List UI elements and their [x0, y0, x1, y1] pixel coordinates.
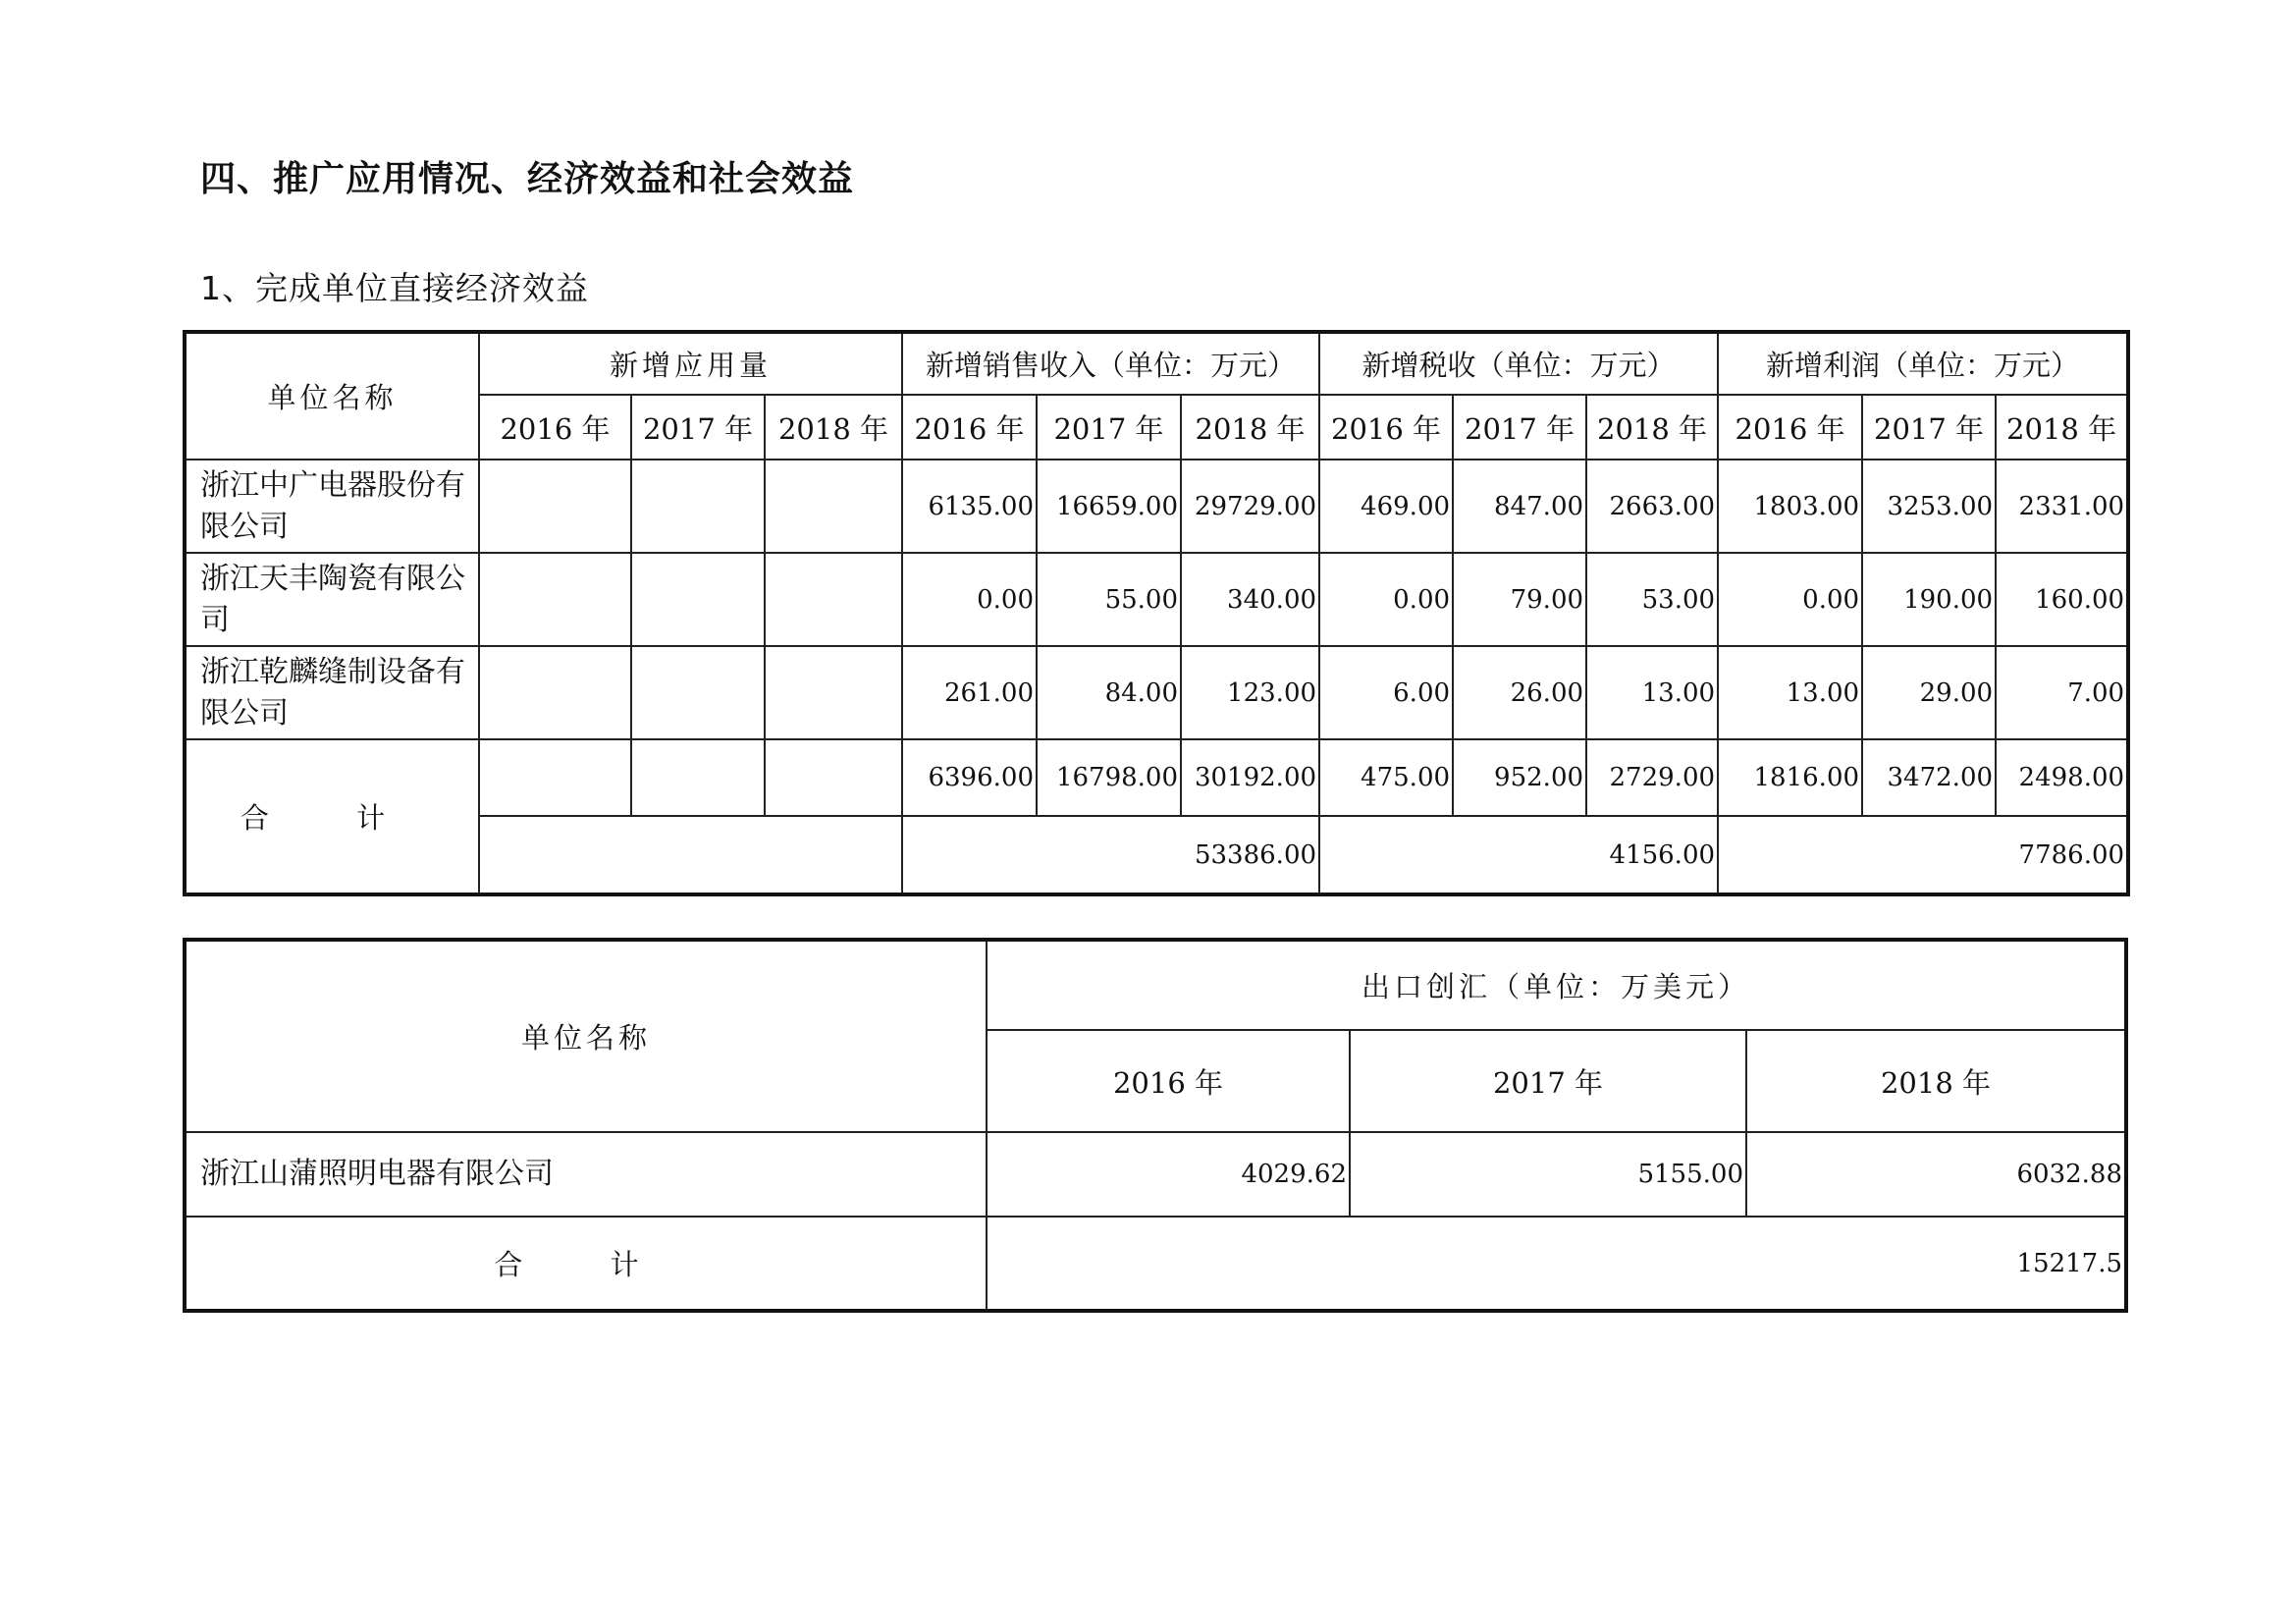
year-header: 2017 年	[1862, 395, 1996, 460]
sales-cell: 55.00	[1037, 553, 1181, 646]
usage-cell	[631, 553, 765, 646]
usage-cell	[765, 553, 902, 646]
sales-cell: 123.00	[1181, 646, 1319, 739]
usage-sum-cell	[479, 816, 902, 894]
tax-cell: 847.00	[1453, 460, 1586, 553]
group-header-export: 出口创汇（单位：万美元）	[987, 940, 2126, 1030]
total-label-text: 合 计	[240, 801, 425, 835]
total-label-text: 合 计	[494, 1248, 678, 1281]
total-row	[185, 739, 2128, 816]
tax-cell: 26.00	[1453, 646, 1586, 739]
table-row	[185, 460, 2128, 553]
total-label	[185, 1217, 987, 1311]
group-header-tax: 新增税收（单位：万元）	[1319, 332, 1718, 395]
tax-cell: 13.00	[1586, 646, 1718, 739]
sales-cell: 0.00	[902, 553, 1037, 646]
year-header: 2016 年	[1718, 395, 1862, 460]
profit-total-cell: 3472.00	[1862, 739, 1996, 816]
table-row	[185, 1132, 2126, 1217]
unit-name-header: 单位名称	[185, 940, 987, 1132]
usage-cell	[479, 646, 631, 739]
tax-cell: 79.00	[1453, 553, 1586, 646]
export-sum-cell: 15217.5	[987, 1217, 2126, 1311]
profit-cell: 3253.00	[1862, 460, 1996, 553]
sales-cell: 16659.00	[1037, 460, 1181, 553]
unit-name-cell: 浙江乾麟缝制设备有限公司	[185, 646, 479, 739]
export-earnings-table	[183, 938, 2128, 1313]
year-header: 2016 年	[479, 395, 631, 460]
group-header-usage: 新增应用量	[479, 332, 902, 395]
profit-total-cell: 1816.00	[1718, 739, 1862, 816]
year-header: 2018 年	[1181, 395, 1319, 460]
sales-cell: 340.00	[1181, 553, 1319, 646]
export-cell: 5155.00	[1350, 1132, 1746, 1217]
unit-name-cell: 浙江山蒲照明电器有限公司	[185, 1132, 987, 1217]
direct-benefit-table	[183, 330, 2130, 896]
year-header: 2017 年	[1350, 1030, 1746, 1132]
year-header: 2018 年	[765, 395, 902, 460]
usage-total-cell	[479, 739, 631, 816]
tax-total-cell: 952.00	[1453, 739, 1586, 816]
profit-sum-cell: 7786.00	[1718, 816, 2128, 894]
sales-total-cell: 6396.00	[902, 739, 1037, 816]
subsection-heading: 1、完成单位直接经济效益	[200, 269, 589, 307]
year-header: 2016 年	[987, 1030, 1350, 1132]
usage-total-cell	[631, 739, 765, 816]
tax-cell: 2663.00	[1586, 460, 1718, 553]
table-row	[185, 553, 2128, 646]
profit-cell: 2331.00	[1996, 460, 2128, 553]
usage-cell	[479, 553, 631, 646]
sales-total-cell: 16798.00	[1037, 739, 1181, 816]
usage-cell	[765, 646, 902, 739]
year-header: 2017 年	[631, 395, 765, 460]
export-cell: 6032.88	[1746, 1132, 2126, 1217]
tax-cell: 6.00	[1319, 646, 1453, 739]
unit-name-header: 单位名称	[185, 332, 479, 460]
sales-total-cell: 30192.00	[1181, 739, 1319, 816]
profit-cell: 13.00	[1718, 646, 1862, 739]
usage-cell	[631, 460, 765, 553]
group-header-sales: 新增销售收入（单位：万元）	[902, 332, 1319, 395]
section-heading: 四、推广应用情况、经济效益和社会效益	[200, 159, 855, 199]
tax-cell: 0.00	[1319, 553, 1453, 646]
group-header-profit: 新增利润（单位：万元）	[1718, 332, 2128, 395]
header-row-groups	[185, 332, 2128, 395]
profit-cell: 7.00	[1996, 646, 2128, 739]
sales-cell: 6135.00	[902, 460, 1037, 553]
usage-cell	[631, 646, 765, 739]
profit-cell: 160.00	[1996, 553, 2128, 646]
profit-cell: 1803.00	[1718, 460, 1862, 553]
year-header: 2016 年	[902, 395, 1037, 460]
profit-cell: 190.00	[1862, 553, 1996, 646]
year-header: 2017 年	[1453, 395, 1586, 460]
tax-sum-cell: 4156.00	[1319, 816, 1718, 894]
unit-name-cell: 浙江中广电器股份有限公司	[185, 460, 479, 553]
usage-cell	[765, 460, 902, 553]
tax-cell: 53.00	[1586, 553, 1718, 646]
profit-total-cell: 2498.00	[1996, 739, 2128, 816]
profit-cell: 29.00	[1862, 646, 1996, 739]
year-header: 2016 年	[1319, 395, 1453, 460]
unit-name-cell: 浙江天丰陶瓷有限公司	[185, 553, 479, 646]
export-cell: 4029.62	[987, 1132, 1350, 1217]
tax-total-cell: 475.00	[1319, 739, 1453, 816]
year-header: 2018 年	[1996, 395, 2128, 460]
profit-cell: 0.00	[1718, 553, 1862, 646]
total-row	[185, 1217, 2126, 1311]
header-row-group	[185, 940, 2126, 1030]
tax-total-cell: 2729.00	[1586, 739, 1718, 816]
sales-cell: 29729.00	[1181, 460, 1319, 553]
sales-cell: 261.00	[902, 646, 1037, 739]
sales-sum-cell: 53386.00	[902, 816, 1319, 894]
sales-cell: 84.00	[1037, 646, 1181, 739]
total-label	[185, 739, 479, 894]
usage-total-cell	[765, 739, 902, 816]
year-header: 2018 年	[1586, 395, 1718, 460]
year-header: 2018 年	[1746, 1030, 2126, 1132]
usage-cell	[479, 460, 631, 553]
tax-cell: 469.00	[1319, 460, 1453, 553]
year-header: 2017 年	[1037, 395, 1181, 460]
table-row	[185, 646, 2128, 739]
